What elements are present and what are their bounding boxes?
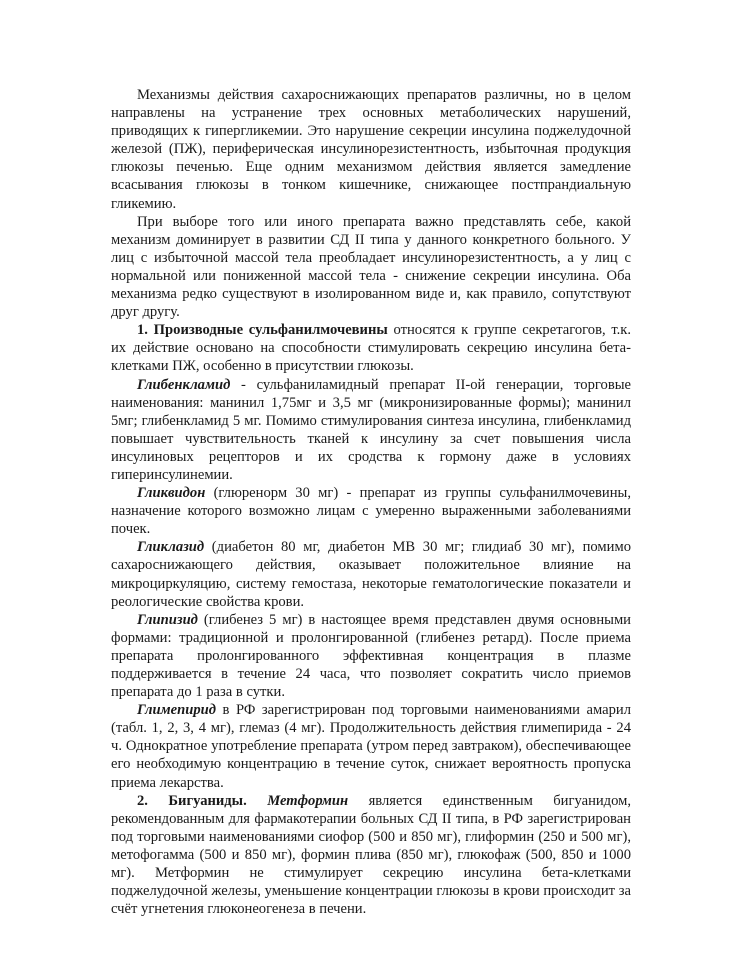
drug-name: Гликлазид xyxy=(137,539,205,556)
paragraph-text: - сульфаниламидный препарат II-ой генерации, торговые наименования: манинил 1,75мг и 3,5 мг (микронизированные формы); манинил 5мг; глибенкламид 5 мг. Помимо стимулирования синтеза инсулина, глибенкламид повышает чувствительность тканей к инсулину за счет повышения числа инсулиновых рецепторов и их сродства к гормону даже в условиях гиперинсулинемии. xyxy=(111,376,631,483)
section-heading: 1. Производные сульфанилмочевины xyxy=(137,322,388,339)
paragraph-gliclazide xyxy=(111,538,631,610)
section-heading: 2. Бигуаниды. xyxy=(137,792,247,809)
document-page xyxy=(111,86,631,918)
drug-name: Гликвидон xyxy=(137,485,206,502)
paragraph-gliquidone xyxy=(111,484,631,538)
paragraph-text: При выборе того или иного препарата важно представлять себе, какой механизм доминирует в развитии СД II типа у данного конкретного больного. У лиц с избыточной массой тела преобладает инсулинорезистентность, а у лиц с нормальной или пониженной массой тела - снижение секреции инсулина. Оба механизма редко существуют в изолированном виде и, как правило, сопутствуют друг другу. xyxy=(111,213,631,321)
paragraph-text: Механизмы действия сахароснижающих препаратов различны, но в целом направлены на устранение трех основных метаболических нарушений, приводящих к гипергликемии. Это нарушение секреции инсулина поджелудочной железой (ПЖ), периферическая инсулинорезистентность, избыточная продукция глюкозы печенью. Еще одним механизмом действия является замедление всасывания глюкозы в тонком кишечнике, снижающее постпрандиальную гликемию. xyxy=(111,87,631,212)
paragraph-text: относятся к группе секретагогов, т.к. их действие основано на способности стимулировать секрецию инсулина бета-клетками ПЖ, особенно в присутствии глюкозы. xyxy=(111,322,632,375)
drug-name: Глипизид xyxy=(137,611,198,628)
paragraph-intro xyxy=(111,86,631,213)
drug-name: Глибенкламид xyxy=(137,376,231,393)
paragraph-text: является единственным бигуанидом, рекомендованным для фармакотерапии больных СД II типа, в РФ зарегистрирован под торговыми наименованиями сиофор (500 и 850 мг), глиформин (250 и 500 мг), метофогамма (500 и 850 мг), формин плива (850 мг), глюкофаж (500, 850 и 1000 мг). Метформин не стимулирует секрецию инсулина бета-клетками поджелудочной железы, уменьшение концентрации глюкозы в крови происходит за счёт угнетения глюконеогенеза в печени. xyxy=(111,792,632,918)
paragraph-text: (глибенез 5 мг) в настоящее время представлен двумя основными формами: традиционной и пролонгированной (глибенез ретард). После приема препарата пролонгированного эффективная концентрация в плазме поддерживается в течение 24 часа, что позволяет сократить число приемов препарата до 1 раза в сутки. xyxy=(111,611,631,701)
paragraph-text: в РФ зарегистрирован под торговыми наименованиями амарил (табл. 1, 2, 3, 4 мг), глемаз (4 мг). Продолжительность действия глимепирида - 24 ч. Однократное употребление препарата (утром перед завтраком), обеспечивающее его необходимую концентрацию в течение суток, снижает вероятность пропуска приема лекарства. xyxy=(111,702,631,791)
paragraph-glibenclamide xyxy=(111,376,631,485)
paragraph-text: (глюренорм 30 мг) - препарат из группы сульфанилмочевины, назначение которого возможно лицам с умеренно выраженными заболеваниями почек. xyxy=(111,485,631,538)
drug-name: Метформин xyxy=(267,792,349,809)
paragraph-glimepiride xyxy=(111,701,631,791)
paragraph-glipizide xyxy=(111,611,631,701)
paragraph-sulfonylurea xyxy=(111,321,631,375)
drug-name: Глимепирид xyxy=(137,702,217,719)
paragraph-choice xyxy=(111,213,631,322)
paragraph-biguanides xyxy=(111,792,631,919)
paragraph-text: (диабетон 80 мг, диабетон МВ 30 мг; глидиаб 30 мг), помимо сахароснижающего действия, оказывает положительное влияние на микроциркуляцию, систему гемостаза, некоторые гематологические показатели и реологические свойства крови. xyxy=(111,539,631,610)
